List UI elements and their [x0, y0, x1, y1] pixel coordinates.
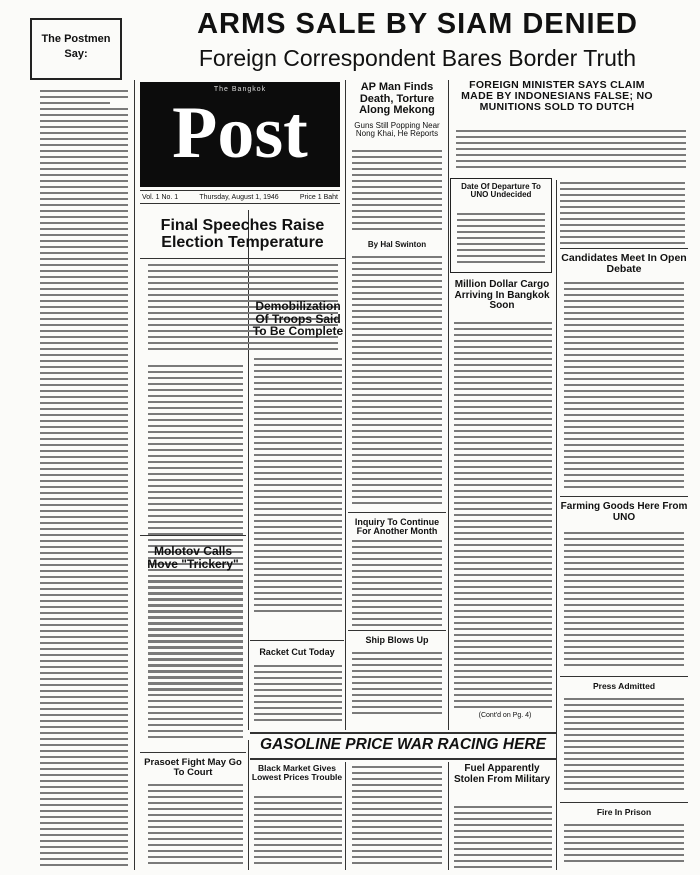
black-market-headline: Black Market Gives Lowest Prices Trouble [251, 763, 343, 782]
fuel-text [454, 806, 552, 870]
press-admitted-headline: Press Admitted [592, 681, 656, 691]
farming-text [564, 532, 684, 672]
ap-man-subhead: Guns Still Popping Near Nong Khai, He Reports [354, 121, 440, 139]
candidates-headline: Candidates Meet In Open Debate [561, 252, 687, 276]
column-rule [448, 762, 449, 870]
volume-number: Vol. 1 No. 1 [142, 194, 179, 201]
column-rule [248, 740, 249, 870]
ap-man-text [352, 256, 442, 511]
dateline [140, 190, 340, 204]
fire-prison-headline: Fire In Prison [596, 807, 652, 817]
ship-blows-headline: Ship Blows Up [365, 635, 429, 645]
million-dollar-headline: Million Dollar Cargo Arriving In Bangkok Soon [454, 279, 550, 311]
final-speeches-headline: Final Speeches Raise Election Temperature [160, 217, 325, 251]
section-rule [560, 676, 688, 677]
right-column-top-text [560, 182, 685, 247]
ship-blows-text [352, 652, 442, 722]
black-market-text [254, 796, 342, 870]
foreign-minister-headline: FOREIGN MINISTER SAYS CLAIM MADE BY INDONESIANS FALSE; NO MUNITIONS SOLD TO DUTCH [461, 79, 653, 114]
departure-text [457, 213, 545, 268]
masthead-title: Post [172, 92, 308, 174]
demobilization-headline: Demobilization Of Troops Said To Be Complete [252, 299, 344, 339]
column-rule [448, 80, 449, 730]
ear-label: The Postmen Say: [41, 33, 111, 60]
main-headline: ARMS SALE BY SIAM DENIED [197, 8, 638, 40]
issue-price: Price 1 Baht [299, 194, 338, 201]
section-rule [250, 640, 344, 641]
section-rule [348, 512, 446, 513]
ap-man-lede [352, 150, 442, 240]
column-one-text [40, 90, 128, 870]
section-rule [560, 248, 688, 249]
racket-text [254, 665, 342, 725]
column-rule [345, 762, 346, 870]
section-rule [348, 630, 446, 631]
departure-headline: Date Of Departure To UNO Undecided [461, 182, 541, 200]
section-rule [560, 496, 688, 497]
departure-box [450, 178, 552, 273]
inquiry-text [352, 540, 442, 630]
press-admitted-text [564, 698, 684, 798]
fire-prison-text [564, 824, 684, 870]
section-rule [140, 752, 246, 753]
ap-man-byline: By Hal Swinton [367, 240, 427, 249]
demobilization-text [254, 358, 342, 618]
continued-notice: (Cont'd on Pg. 4) [478, 712, 532, 719]
fuel-headline: Fuel Apparently Stolen From Military [453, 763, 551, 785]
ap-man-headline: AP Man Finds Death, Torture Along Mekong [359, 81, 435, 117]
ear-box [30, 18, 122, 80]
molotov-headline: Molotov Calls Move "Trickery" [147, 544, 239, 571]
banner-rule-bottom [250, 758, 556, 760]
prasoet-text [148, 784, 243, 870]
column-rule [134, 80, 135, 870]
sub-headline: Foreign Correspondent Bares Border Truth [198, 45, 637, 71]
farming-headline: Farming Goods Here From UNO [560, 501, 688, 523]
section-rule [560, 802, 688, 803]
masthead-small-line: The Bangkok [213, 86, 267, 93]
masthead-logo [140, 82, 340, 187]
inquiry-headline: Inquiry To Continue For Another Month [354, 517, 440, 537]
racket-headline: Racket Cut Today [259, 647, 335, 657]
section-rule [140, 258, 345, 259]
molotov-text [148, 580, 243, 745]
prasoet-headline: Prasoet Fight May Go To Court [144, 757, 242, 778]
million-dollar-text [454, 322, 552, 712]
issue-date: Thursday, August 1, 1946 [199, 194, 279, 201]
banner-rule-top [250, 732, 556, 734]
foreign-minister-lede [456, 130, 686, 172]
column-rule [556, 180, 557, 870]
candidates-text [564, 282, 684, 492]
column-rule [345, 80, 346, 730]
section-rule [140, 535, 246, 536]
gasoline-headline: GASOLINE PRICE WAR RACING HERE [260, 736, 546, 753]
middle-bottom-text [352, 766, 442, 870]
